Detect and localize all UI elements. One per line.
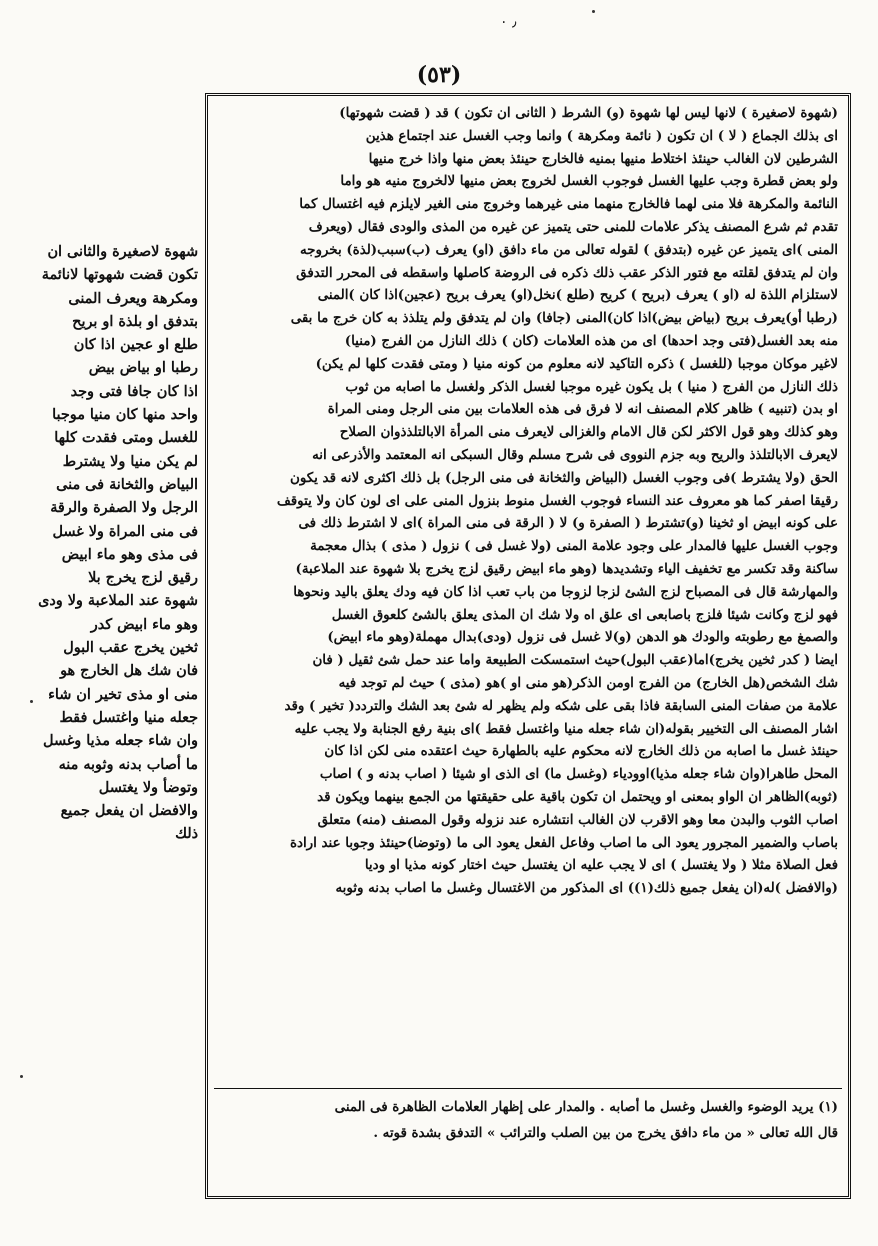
margin-line: وتوضأ ولا يغتسل — [98, 778, 198, 796]
text-line: فعل الصلاة مثلا ( ولا يغتسل ) اى لا يجب عليه ان يغتسل حيث اختار كونه مذيا او وديا — [364, 857, 838, 874]
margin-line: الرجل ولا الصفرة والرقة — [50, 499, 198, 517]
margin-line: للغسل ومتى فقدت كلها — [54, 429, 198, 447]
text-line: شك الشخص(هل الخارج) من الفرج اومن الذكر(هو منى او )هو (مذى ) حيث لم توجد فيه — [338, 674, 838, 691]
text-line: الشرطين لان الغالب حينئذ اختلاط منيها بمنيه فالخارج حينئذ بعض منها واذا خرج منيها — [368, 150, 838, 167]
margin-line: البياض والثخانة فى منى — [56, 475, 198, 493]
text-line: لايعرف الابالتلذذ والريح وبه جزم النووى فى شرح مسلم وقال السبكى انه المعتمد والأذرعى انه — [312, 446, 838, 463]
margin-line: جعله منيا واغتسل فقط — [59, 708, 198, 726]
text-line: النائمة والمكرهة فلا منى لهما فالخارج منهما منى غيرهما وخروج منى الغير لايلزم فيه اغتسال كما — [299, 196, 838, 213]
text-line: باصاب والضمير المجرور يعود الى ما اصاب وفاعل الفعل يعود الى ما (وتوضا)حينئذ وجوبا عند ارادة — [289, 834, 838, 851]
scan-speck — [30, 700, 33, 703]
margin-line: واحد منها كان منيا موجبا — [52, 406, 198, 424]
margin-line: رطبا او بياض بيض — [88, 359, 198, 377]
text-line: او بدن (تنبيه ) ظاهر كلام المصنف انه لا فرق فى هذه العلامات بين منى الرجل ومنى المراة — [327, 401, 838, 418]
page-number: (٥٣) — [416, 62, 462, 88]
margin-line: شهوة عند الملاعبة ولا ودى — [38, 592, 198, 610]
text-line: اشار المصنف الى التخيير بقوله(ان شاء جعله منيا واغتسل فقط )اى بنية رفع الجنابة ولا يجب عليه — [294, 720, 838, 737]
margin-line: فان شك هل الخارج هو — [60, 662, 198, 680]
margin-line: ذلك — [175, 825, 198, 843]
margin-line: ثخين يخرج عقب البول — [63, 639, 198, 657]
text-line: (والافضل )له(ان يفعل جميع ذلك(١)) اى المذكور من الاغتسال وغسل ما اصاب بدنه وثوبه — [335, 880, 838, 897]
text-line: وهو كذلك وهو قول الاكثر لكن قال الامام والغزالى لايعرف منى المرأة الابالتلذذوان الصلاح — [339, 424, 838, 441]
text-line: والصمغ مع رطوبته والودك هو الدهن (و)لا غسل فى نزول (ودى)بدال مهملة(وهو ماء ابيض) — [327, 629, 838, 646]
margin-line: فى مذى وهو ماء ابيض — [61, 545, 198, 563]
main-commentary-text — [218, 102, 838, 1084]
margin-line: ما أصاب بدنه وثوبه منه — [58, 755, 198, 773]
margin-line: فى منى المراة ولا غسل — [52, 522, 198, 540]
text-line: رقيقا اصفر كما هو معروف عند النساء فوجوب الغسل منوط بنزول المنى على اى لون كان ولا يتوقف — [276, 492, 838, 509]
margin-line: ومكرهة ويعرف المنى — [68, 289, 198, 307]
text-line: وجوب الغسل عليها فالمدار على وجود علامة المنى (ولا غسل فى ) نزول ( مذى ) بذال معجمة — [310, 538, 838, 555]
footnotes — [218, 1094, 838, 1190]
text-line: والمهارشة قال فى المصباح لزج الشئ لزجا لزوجا من باب تعب اذا كان فيه ودك يعلق باليد ونحوها — [293, 583, 838, 600]
text-line: (رطبا أو)يعرف بريح (بياض بيض)اذا كان)المنى (جافا) وان لم يتدفق ولم يتلذذ به كان خرج ما بقى — [290, 310, 838, 327]
text-line: (شهوة لاصغيرة ) لانها ليس لها شهوة (و) الشرط ( الثانى ان تكون ) قد ( قضت شهوتها) — [339, 105, 838, 121]
margin-line: رقيق لزج يخرج بلا — [88, 569, 198, 587]
text-line: المنى )اى يتميز عن غيره (بتدفق ) لقوله تعالى من ماء دافق (او) يعرف (ب)سبب(لذة) بخروجه — [300, 241, 838, 258]
text-line: ساكنة وقد تكسر مع تخفيف الياء وتشديدها (وهو ماء ابيض رقيق لزج يخرج بلا شهوة عند الملاعبة) — [295, 560, 838, 577]
margin-line: شهوة لاصغيرة والثانى ان — [47, 243, 198, 260]
text-line: ولو بعض قطرة وجب عليها الغسل فوجوب الغسل لخروج بعض منيها لالخروج منيه هو واما — [340, 173, 838, 190]
text-line: تقدم ثم شرع المصنف يذكر علامات للمنى حتى يتميز عن غيره من المذى والودى فقال (ويعرف — [308, 218, 838, 235]
text-line: علامة من صفات المنى السابقة فاذا بقى على شكه ولم يظهر له شئ بعد الشك والتردد( تخير ) وقد — [284, 697, 838, 714]
margin-matn-text — [8, 240, 198, 843]
text-line: الحق (ولا يشترط )فى وجوب الغسل (البياض والثخانة فى منى الرجل) بل ذلك اكثرى لانه قد يكون — [290, 469, 838, 486]
text-line: على كونه ابيض او ثخينا (و)تشترط ( الصفرة و) لا ( الرقة فى منى المراة )اى لا اشترط ذلك فى — [298, 515, 838, 532]
text-line: المحل طاهرا(وان شاء جعله مذيا)اوودياء (وغسل ما) اى الذى او شيئا ( اصاب بدنه و ) اصاب — [319, 766, 838, 783]
scan-mark: ٫ ٠ — [500, 14, 517, 30]
text-line: اى بذلك الجماع ( لا ) ان تكون ( نائمة ومكرهة ) وانما وجب الغسل عند اجتماع هذين — [365, 127, 838, 144]
text-line: فهو لزج وكانت شيئا فلزج باصابعى اى علق اه ولا شك ان المذى يعلق بالشئ كلعوق الغسل — [331, 606, 838, 623]
footnote-divider — [214, 1088, 842, 1089]
text-line: ذلك النازل من الفرج ( منيا ) بل يكون غيره موجبا لغسل الذكر ولغسل ما اصابه من ثوب — [345, 378, 838, 395]
text-line: لاستلزام اللذة له (او ) يعرف (بريح ) كريح (طلع )نخل(او) يعرف بريح (عجين)اذا كان )المنى — [317, 287, 838, 304]
text-line: (ثوبه)الظاهر ان الواو بمعنى او ويحتمل ان تكون باقية على حقيقتها من الجمع بينهما ويكون قد — [317, 788, 838, 805]
margin-line: طلع او عجين اذا كان — [73, 336, 198, 354]
scan-speck — [592, 10, 595, 13]
text-line: اصاب الثوب والبدن معا وهو الاقرب لان الغالب انتشاره عند نزوله وقول المصنف (منه) متعلق — [317, 811, 838, 828]
margin-line: اذا كان جافا فتى وجد — [70, 382, 198, 400]
margin-line: والافضل ان يفعل جميع — [60, 802, 198, 820]
footnote-line: (١) يريد الوضوء والغسل وغسل ما أصابه . والمدار على إظهار العلامات الظاهرة فى المنى — [334, 1099, 838, 1115]
text-line: وان لم يتدفق لقلته مع فتور الذكر عقب ذلك ذكره فى الروضة كاصلها واسقطه فى المحرر التدفق — [296, 264, 838, 281]
main-text-frame — [205, 93, 851, 1199]
scan-speck — [20, 1075, 23, 1078]
margin-line: لم يكن منيا ولا يشترط — [62, 452, 198, 470]
text-line: منه بعد الغسل(فتى وجد احدها) اى من هذه العلامات (كان ) ذلك النازل من الفرج (منيا) — [344, 332, 838, 349]
margin-line: وهو ماء ابيض كدر — [90, 615, 198, 633]
margin-line: منى او مذى تخير ان شاء — [48, 685, 198, 703]
text-line: حينئذ غسل ما اصابه من ذلك الخارج لانه محكوم عليه بالطهارة حيث اعتقده منى لكن اذا كان — [324, 743, 838, 760]
text-line: لاغير موكان موجبا (للغسل ) ذكره التاكيد لانه معلوم من كونه منيا ( ومتى فقدت كلها لم يكن) — [315, 355, 838, 372]
margin-line: تكون قضت شهوتها لانائمة — [41, 266, 198, 284]
margin-line: بتدفق او بلذة او بريح — [72, 312, 198, 330]
margin-line: وان شاء جعله مذيا وغسل — [43, 732, 198, 750]
text-line: ايضا ( كدر ثخين يخرج)اما(عقب البول)حيث استمسكت الطبيعة واما عند حمل شئ ثقيل ( فان — [312, 652, 838, 669]
footnote-line: قال الله تعالى « من ماء دافق يخرج من بين الصلب والترائب » التدفق بشدة قوته . — [373, 1125, 838, 1141]
